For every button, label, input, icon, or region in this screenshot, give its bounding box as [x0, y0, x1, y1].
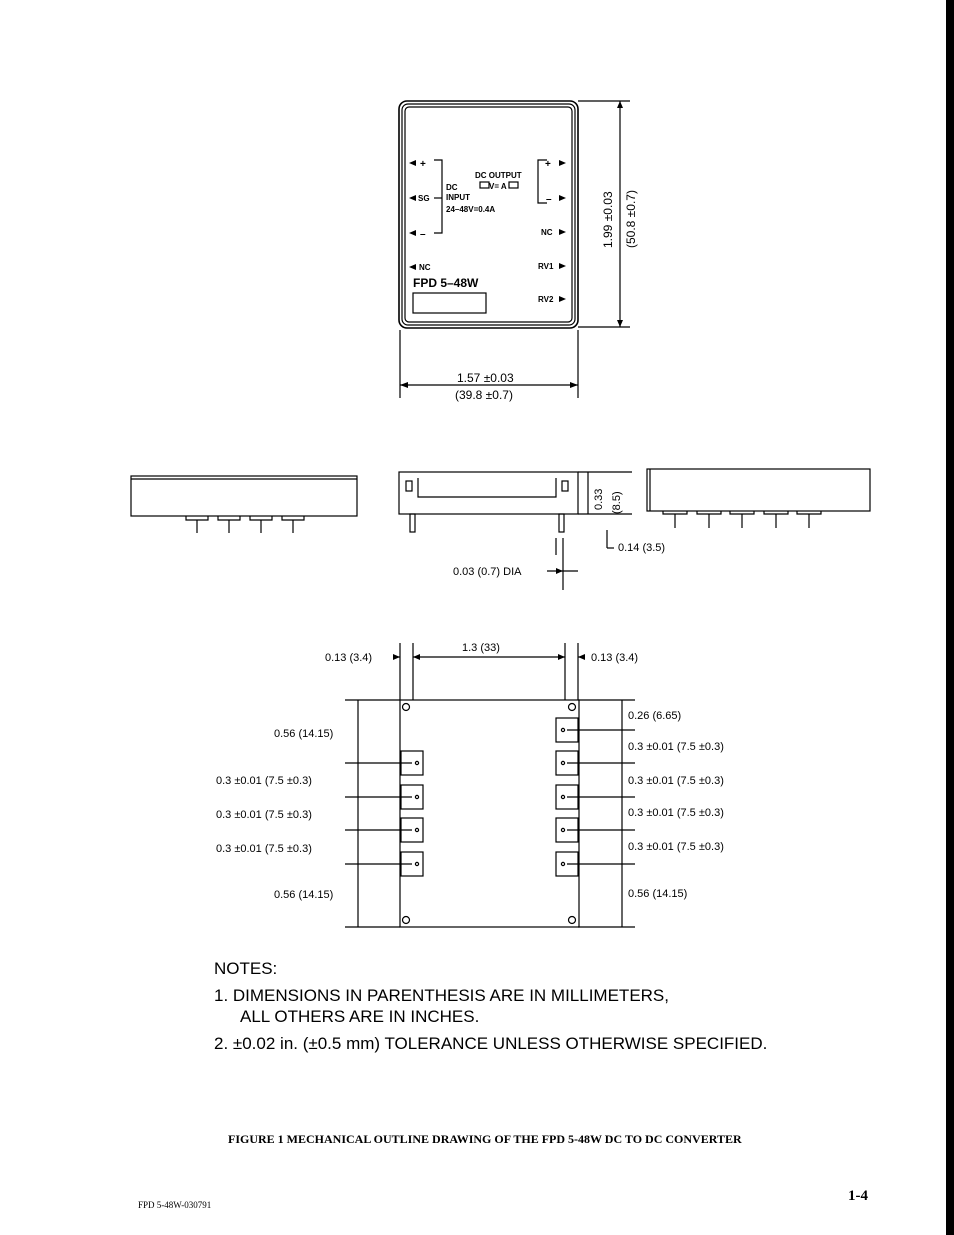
right-pitch-4: 0.3 ±0.01 (7.5 ±0.3) [628, 841, 724, 853]
left-pitch-2: 0.3 ±0.01 (7.5 ±0.3) [216, 809, 312, 821]
page-number: 1-4 [848, 1188, 868, 1204]
footer-code: FPD 5-48W-030791 [138, 1200, 212, 1210]
note-2: 2. ±0.02 in. (±0.5 mm) TOLERANCE UNLESS OTHERWISE SPECIFIED. [214, 1034, 768, 1053]
output-rating: V= A [489, 182, 507, 191]
note-1-line-2: ALL OTHERS ARE IN INCHES. [240, 1007, 480, 1026]
width-in-label: 1.57 ±0.03 [457, 371, 514, 385]
pin-label-minus-left: – [420, 229, 426, 240]
width-mm-label: (39.8 ±0.7) [455, 388, 513, 402]
height-mm-label: (50.8 ±0.7) [624, 190, 638, 248]
right-top-dim: 0.26 (6.65) [628, 710, 682, 722]
figure-caption: FIGURE 1 MECHANICAL OUTLINE DRAWING OF THE FPD 5-48W DC TO DC CONVERTER [228, 1132, 742, 1146]
left-top-dim: 0.56 (14.15) [274, 728, 334, 740]
pin-length-label: 0.14 (3.5) [618, 542, 666, 554]
top-view [399, 101, 630, 398]
left-pitch-1: 0.3 ±0.01 (7.5 ±0.3) [216, 775, 312, 787]
note-1-line-1: 1. DIMENSIONS IN PARENTHESIS ARE IN MILLIMETERS, [214, 986, 669, 1005]
notes-block [214, 958, 767, 1054]
side-view-left [131, 476, 357, 533]
bottom-view [345, 643, 635, 927]
right-bottom-dim: 0.56 (14.15) [628, 888, 688, 900]
left-bottom-dim: 0.56 (14.15) [274, 889, 334, 901]
edge-left-label: 0.13 (3.4) [325, 652, 373, 664]
pin-span-label: 1.3 (33) [462, 642, 500, 654]
pin-label-rv2: RV2 [538, 295, 554, 304]
pin-label-nc-right: NC [541, 228, 553, 237]
pin-dia-label: 0.03 (0.7) DIA [453, 566, 522, 578]
dc-output-label: DC OUTPUT [475, 171, 522, 180]
notes-heading: NOTES: [214, 959, 278, 978]
pin-label-nc-left: NC [419, 263, 431, 272]
pin-label-plus-left: + [420, 159, 426, 170]
thickness-in-label: 0.33 [593, 488, 605, 510]
side-view-right [647, 469, 870, 528]
height-in-label: 1.99 ±0.03 [601, 191, 615, 248]
dc-label: DC [446, 183, 458, 192]
input-rating: 24–48V=0.4A [446, 205, 496, 214]
input-label: INPUT [446, 193, 470, 202]
edge-right-label: 0.13 (3.4) [591, 652, 639, 664]
pin-label-minus-right: – [546, 194, 552, 205]
pin-label-plus-right: + [545, 159, 551, 170]
thickness-mm-label: (8.5) [611, 491, 623, 514]
model-label: FPD 5–48W [413, 276, 479, 290]
right-pitch-1: 0.3 ±0.01 (7.5 ±0.3) [628, 741, 724, 753]
right-pitch-2: 0.3 ±0.01 (7.5 ±0.3) [628, 775, 724, 787]
pin-label-sg: SG [418, 194, 430, 203]
pin-label-rv1: RV1 [538, 262, 554, 271]
right-pitch-3: 0.3 ±0.01 (7.5 ±0.3) [628, 807, 724, 819]
left-pitch-3: 0.3 ±0.01 (7.5 ±0.3) [216, 843, 312, 855]
